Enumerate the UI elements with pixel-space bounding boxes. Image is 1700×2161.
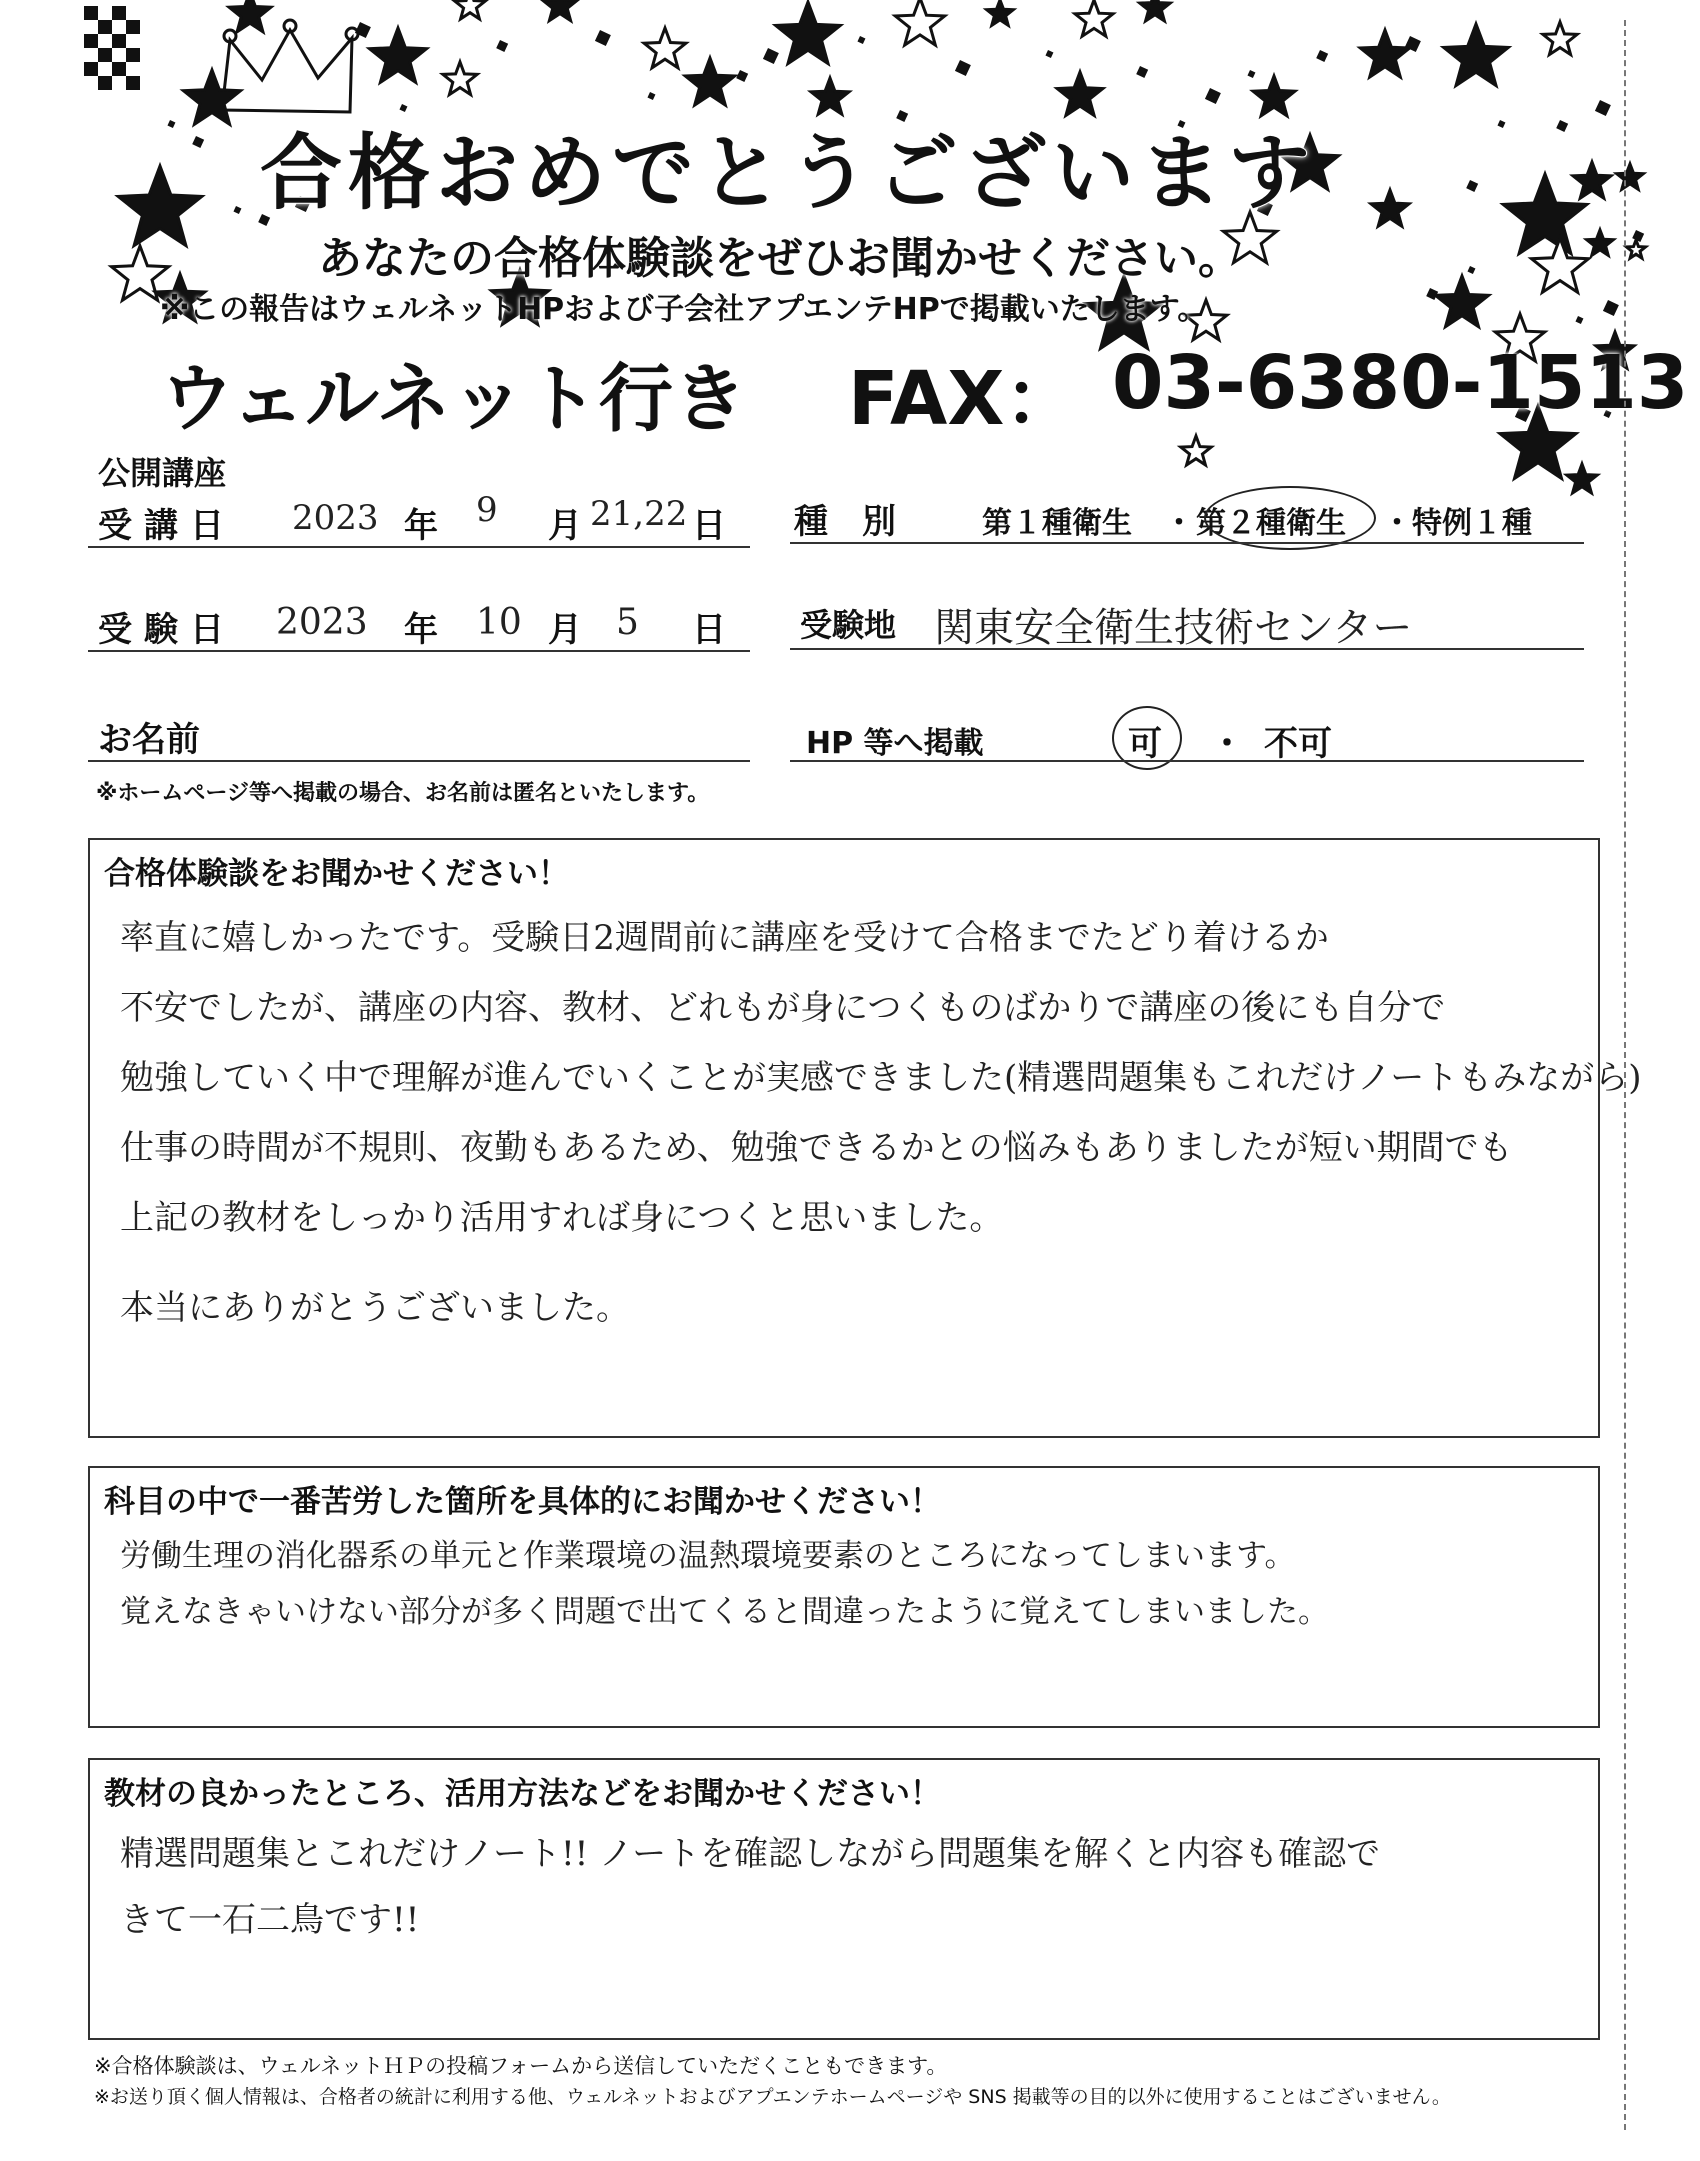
star-icon	[1444, 24, 1509, 86]
exam-date-label: 受験日	[98, 610, 236, 650]
star-icon	[455, 0, 485, 19]
publish-underline	[790, 760, 1584, 762]
fax-number: 03-6380-1513	[1112, 340, 1689, 426]
star-icon	[543, 0, 577, 21]
star-icon	[1181, 436, 1211, 465]
exam-year-unit: 年	[404, 610, 438, 650]
star-icon	[1435, 276, 1488, 327]
star-icon	[776, 2, 841, 64]
testimonial-line: 上記の教材をしっかり活用すれば身につくと思いました。	[120, 1198, 1004, 1238]
testimonial-line: 不安でしたが、講座の内容、教材、どれもが身につくものばかりで講座の後にも自分で	[120, 988, 1446, 1028]
confetti-dot	[192, 136, 204, 148]
testimonial-line: 率直に嬉しかったです。受験日2週間前に講座を受けて合格までたどり着けるか	[120, 918, 1329, 958]
confetti-dot	[1045, 50, 1053, 58]
exam-year-value: 2023	[276, 602, 368, 643]
star-icon	[1627, 240, 1646, 258]
publish-yes: 可	[1128, 724, 1162, 764]
exam-day-unit: 日	[692, 610, 726, 650]
exam-date-underline	[88, 650, 750, 652]
confetti-dot	[955, 60, 971, 76]
star-icon	[987, 0, 1014, 25]
attend-year-unit: 年	[404, 506, 438, 546]
type-option-3: 特例１種	[1412, 506, 1532, 541]
star-icon	[443, 62, 477, 95]
confetti-dot	[1247, 70, 1255, 78]
confetti-dot	[167, 120, 175, 128]
location-underline	[790, 648, 1584, 650]
confetti-dot	[1466, 180, 1478, 192]
star-icon	[1075, 0, 1113, 36]
confetti-dot	[595, 30, 611, 46]
materials-title: 教材の良かったところ、活用方法などをお聞かせください！	[104, 1776, 941, 1812]
star-icon	[1371, 190, 1409, 226]
attend-month-unit: 月	[548, 506, 582, 546]
testimonial-line: 本当にありがとうございました。	[120, 1288, 630, 1328]
course-section-label: 公開講座	[98, 454, 227, 492]
name-label: お名前	[98, 720, 200, 760]
name-note: ※ホームページ等へ掲載の場合、お名前は匿名といたします。	[96, 781, 710, 806]
exam-month-value: 10	[476, 602, 522, 643]
type-separator-2: ・	[1382, 506, 1412, 541]
testimonial-line: 勉強していく中で理解が進んでいくことが実感できました(精選問題集もこれだけノートもみながら)	[120, 1058, 1642, 1098]
difficulty-title: 科目の中で一番苦労した箇所を具体的にお聞かせください！	[104, 1484, 941, 1520]
type-selected-circle	[1204, 486, 1376, 550]
confetti-dot	[1205, 88, 1221, 104]
confetti-dot	[1316, 50, 1328, 62]
confetti-dot	[1467, 266, 1475, 274]
star-icon	[370, 28, 427, 82]
type-label: 種 別	[794, 502, 896, 542]
star-icon	[1532, 238, 1589, 292]
page-subtitle: あなたの合格体験談をぜひお聞かせください。	[318, 233, 1242, 284]
exam-day-value: 5	[616, 602, 639, 643]
attend-year-value: 2023	[292, 498, 379, 538]
confetti-dot	[1426, 288, 1438, 300]
confetti-dot	[1575, 316, 1583, 324]
confetti-dot	[496, 40, 508, 52]
star-icon	[685, 58, 734, 105]
fax-label: FAX：	[848, 356, 1079, 442]
materials-box	[88, 1758, 1600, 2040]
attend-days-value: 21,22	[590, 494, 688, 534]
cut-line	[1624, 20, 1626, 2130]
crown-icon	[222, 20, 358, 112]
publish-label: HP 等へ掲載	[806, 726, 984, 761]
type-separator-1: ・	[1164, 506, 1194, 541]
confetti-dot	[1556, 120, 1568, 132]
name-underline	[88, 760, 750, 762]
confetti-dot	[1603, 300, 1619, 316]
star-icon	[1573, 162, 1611, 198]
star-icon	[1543, 22, 1577, 55]
star-icon	[644, 28, 686, 68]
star-icon	[184, 70, 241, 124]
location-value: 関東安全衛生技術センター	[934, 605, 1413, 651]
star-icon	[1503, 174, 1587, 254]
difficulty-line: 労働生理の消化器系の単元と作業環境の温熱環境要素のところになってしまいます。	[120, 1538, 1296, 1574]
star-icon	[1567, 464, 1597, 493]
page-title: 合格おめでとうございます	[260, 126, 1317, 221]
attend-date-underline	[88, 546, 750, 548]
confetti-dot	[1632, 230, 1644, 242]
confetti-dot	[1497, 120, 1505, 128]
difficulty-line: 覚えなきゃいけない部分が多く問題で出てくると間違ったように覚えてしまいました。	[120, 1594, 1329, 1630]
materials-line: きて一石二鳥です!!	[120, 1900, 420, 1940]
publish-separator: ・	[1210, 724, 1244, 764]
star-icon	[118, 166, 202, 246]
confetti-dot	[1136, 66, 1148, 78]
type-underline	[790, 542, 1584, 544]
location-label: 受験地	[800, 606, 897, 644]
footer-note-2: ※お送り頂く個人情報は、合格者の統計に利用する他、ウェルネットおよびアプエンテホームページや SNS 掲載等の目的以外に使用することはございません。	[94, 2086, 1451, 2108]
testimonial-box	[88, 838, 1642, 1438]
exam-month-unit: 月	[548, 610, 582, 650]
attend-date-label: 受講日	[98, 506, 236, 546]
footer-note-1: ※合格体験談は、ウェルネットＨＰの投稿フォームから送信していただくこともできます。	[94, 2054, 948, 2078]
publish-no: 不可	[1264, 724, 1332, 764]
confetti-dot	[736, 70, 748, 82]
star-icon	[1140, 0, 1170, 21]
star-icon	[895, 0, 944, 45]
type-option-1: 第１種衛生	[982, 506, 1132, 541]
attend-month-value: 9	[476, 490, 498, 530]
testimonial-line: 仕事の時間が不規則、夜勤もあるため、勉強できるかとの悩みもありましたが短い期間でも	[120, 1128, 1513, 1168]
confetti-dot	[233, 206, 241, 214]
star-icon	[1617, 164, 1644, 189]
publication-notice: ※この報告はウェルネットHPおよび子会社アプエンテHPで掲載いたします。	[160, 292, 1208, 327]
confetti-dot	[647, 92, 655, 100]
materials-line: 精選問題集とこれだけノート!! ノートを確認しながら問題集を解くと内容も確認で	[120, 1834, 1381, 1874]
difficulty-box	[88, 1466, 1600, 1728]
attend-day-unit: 日	[692, 506, 726, 546]
testimonial-title: 合格体験談をお聞かせください！	[104, 856, 569, 892]
confetti-dot	[857, 36, 865, 44]
checker-pattern	[84, 6, 140, 90]
confetti-dot	[1595, 100, 1611, 116]
type-option-2: 第２種衛生	[1196, 506, 1346, 541]
fax-recipient: ウェルネット行き	[160, 356, 747, 442]
star-icon	[1360, 30, 1409, 77]
confetti-dot	[763, 48, 779, 64]
star-icon	[1587, 230, 1614, 255]
star-icon	[229, 0, 271, 32]
